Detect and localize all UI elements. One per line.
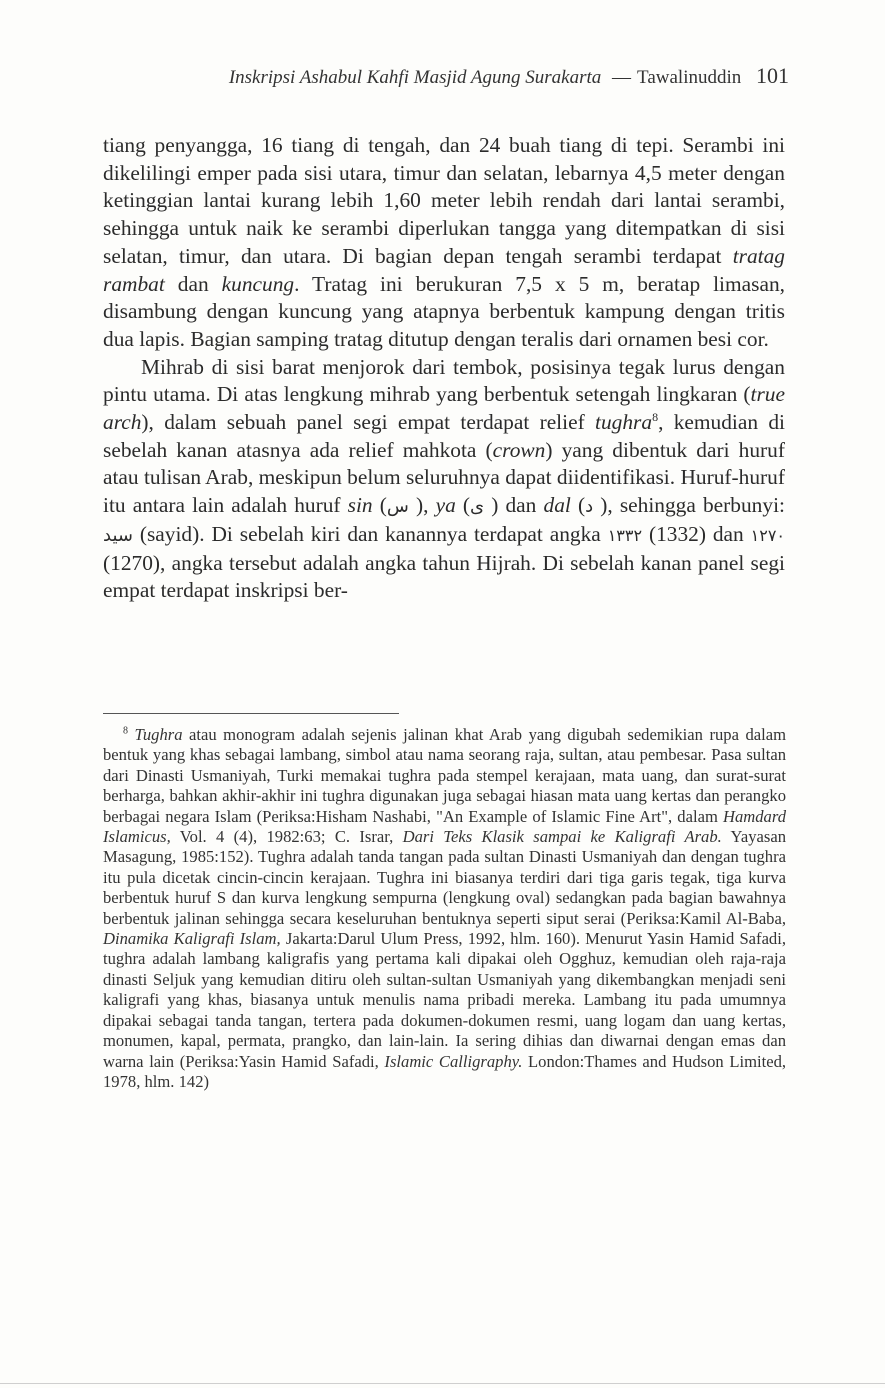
body-text [103, 132, 785, 605]
arabic-number-1332: ١٣٣٢ [607, 525, 643, 545]
header-separator: — [612, 67, 632, 88]
text-run: ( [570, 493, 586, 518]
text-run: (1332) dan [642, 521, 751, 546]
text-run: Mihrab di sisi barat menjorok dari tembok, posisinya tegak lurus dengan pintu utama. Di atas lengkung mihrab yang berbentuk setengah lingkaran ( [103, 354, 785, 407]
citation-title: Dinamika Kaligrafi Islam, [103, 929, 281, 949]
text-run: , kemudian di sebelah kanan atasnya ada relief mahkota ( [103, 410, 785, 462]
italic-term: sin [347, 493, 373, 518]
paragraph-1 [103, 132, 785, 354]
footnote-reference[interactable]: 8 [652, 409, 659, 424]
footnote-number: 8 [123, 725, 128, 737]
text-run: ) dan [484, 493, 544, 518]
arabic-word-sayid: سيد [103, 524, 133, 546]
text-run: ( [372, 493, 387, 518]
page-number: 101 [756, 63, 789, 88]
running-title: Inskripsi Ashabul Kahfi Masjid Agung Surakarta [228, 67, 602, 88]
text-run: London:Thames and Hudson Limited, 1978, hlm. 142) [103, 1051, 787, 1091]
text-run: ), sehingga berbunyi: [593, 493, 785, 518]
text-run: (1270), angka tersebut adalah angka tahun Hijrah. Di sebelah kanan panel segi empat terdapat inskripsi ber- [103, 550, 785, 603]
text-run: dan [164, 271, 222, 296]
arabic-number-1270: ١٢٧٠ [750, 525, 785, 545]
arabic-letter-dal: د [585, 496, 594, 518]
text-run: atau monogram adalah sejenis jalinan khat Arab yang digubah sedemikian rupa dalam bentuk yang khas sebagai lambang, simbol atau nama seorang raja, sultan, atau pembesar. Pasa sultan dari Dinasti Usmaniyah, Turki memakai tughra pada stempel kerajaan, mata uang, dan surat-surat berharga, bahkan akhir-akhir ini tughra digunakan juga sebagai hiasan mata uang kertas dan perangko berbagai negara Islam (Periksa:Hisham Nashabi, "An Example of Islamic Fine Art", dalam [103, 725, 786, 826]
italic-term: tughra [595, 410, 653, 435]
citation-title: Hamdard Islamicus, [103, 806, 786, 847]
italic-term: true arch [103, 382, 785, 435]
scan-edge-line [0, 1383, 885, 1384]
footnote-8 [103, 725, 786, 1092]
italic-term: tratag rambat [103, 243, 785, 296]
text-run: Yayasan Masagung, 1985:152). Tughra adalah tanda tangan pada sultan Dinasti Usmaniyah dan dengan tughra itu pula dicetak cincin-cincin kerajaan. Tughra ini biasanya terdiri dari tiga garis tegak, tiga kurva berbentuk huruf S dan kurva lengkung sempurna (lengkung oval) sedangkan pada bagian bawahnya berbentuk jalinan sehingga secara keseluruhan bentuknya seperti siput serai (Periksa:Kamil Al-Baba, [103, 827, 786, 928]
text-run: ) yang dibentuk dari huruf atau tulisan Arab, meskipun belum seluruhnya dapat diidentifikasi. Huruf-huruf itu antara lain adalah huruf [103, 437, 785, 518]
italic-term: dal [543, 493, 571, 518]
running-header [100, 64, 789, 90]
arabic-letter-sin: س [386, 496, 409, 518]
text-run: (sayid). Di sebelah kiri dan kanannya terdapat angka [132, 521, 608, 546]
arabic-letter-ya: ى [470, 496, 485, 518]
italic-term: crown [492, 437, 546, 462]
italic-term: Tughra [134, 725, 183, 744]
footnote-rule [103, 713, 399, 714]
text-run: Vol. 4 (4), 1982:63; C. Israr, [170, 827, 403, 847]
text-run: ( [455, 493, 471, 518]
italic-term: kuncung [221, 271, 295, 296]
text-run: ), dalam sebuah panel segi empat terdapat relief [141, 410, 595, 435]
italic-term: ya [435, 493, 456, 518]
paragraph-2 [103, 354, 785, 605]
text-run: ), [408, 493, 436, 518]
text-run: tiang penyangga, 16 tiang di tengah, dan 24 buah tiang di tepi. Serambi ini dikelilingi emper pada sisi utara, timur dan selatan, lebarnya 4,5 meter dengan ketinggian lantai kurang lebih 1,60 meter lebih rendah dari lantai serambi, sehingga untuk naik ke serambi diperlukan tangga yang ditempatkan di sisi selatan, timur, dan utara. Di bagian depan tengah serambi terdapat [103, 133, 785, 268]
citation-title: Dari Teks Klasik sampai ke Kaligrafi Arab. [402, 827, 722, 847]
citation-title: Islamic Calligraphy. [384, 1051, 523, 1071]
header-author: Tawalinuddin [637, 67, 742, 88]
text-run: . Tratag ini berukuran 7,5 x 5 m, beratap limasan, disambung dengan kuncung yang atapnya berbentuk kampung dengan tritis dua lapis. Bagian samping tratag ditutup dengan teralis dari ornamen besi cor. [103, 271, 785, 351]
text-run: Jakarta:Darul Ulum Press, 1992, hlm. 160). Menurut Yasin Hamid Safadi, tughra adalah lambang kaligrafis yang pertama kali dipakai oleh Ogghuz, kemudian oleh raja-raja dinasti Seljuk yang kemudian ditiru oleh sultan-sultan Usmaniyah yang dikembangkan menjadi seni kaligrafi yang khas, biasanya untuk menulis nama pribadi mereka. Lambang itu pada umumnya dipakai sebagai tanda tangan, tertera pada dokumen-dokumen resmi, uang logam dan uang kertas, monumen, kapal, permata, prangko, dan lain-lain. Ia sering dihias dan diwarnai dengan emas dan warna lain (Periksa:Yasin Hamid Safadi, [103, 929, 786, 1071]
